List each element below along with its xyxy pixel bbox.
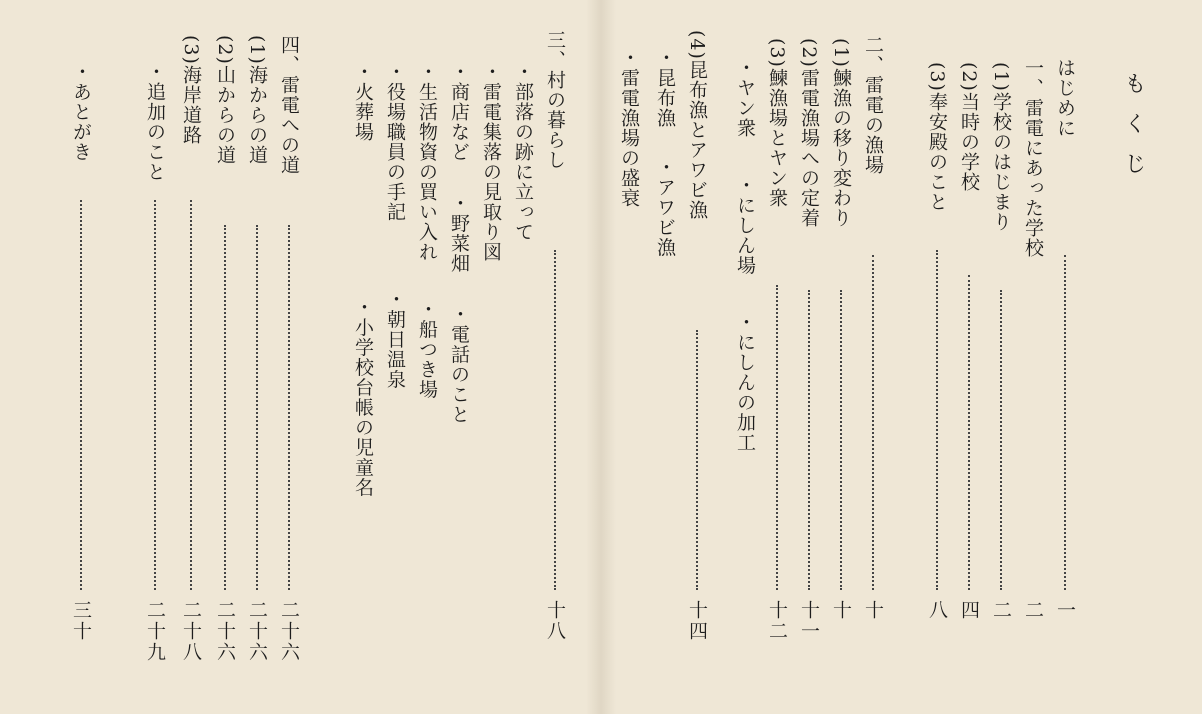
toc-entry — [650, 0, 680, 714]
toc-entry-page: 一 — [1054, 600, 1076, 621]
toc-entry-text: (2)山からの道 — [214, 35, 236, 165]
dot-leader — [224, 225, 226, 590]
toc-entry-page: 二十八 — [180, 600, 202, 663]
toc-entry — [1050, 0, 1080, 714]
toc-entry-text: ・役場職員の手記 ・朝日温泉 — [384, 62, 406, 390]
toc-entry-text: (2)当時の学校 — [958, 62, 980, 192]
toc-entry — [140, 0, 170, 714]
toc-entry-page: 二十六 — [278, 600, 300, 663]
toc-entry-page: 二十六 — [214, 600, 236, 663]
toc-entry — [794, 0, 824, 714]
toc-entry-text: (2)雷電漁場への定着 — [798, 38, 820, 228]
toc-entry-page: 二 — [1022, 600, 1044, 621]
dot-leader — [696, 330, 698, 590]
toc-entry-text: (4)昆布漁とアワビ漁 — [686, 30, 708, 220]
toc-entry — [380, 0, 410, 714]
toc-entry-text: (1)学校のはじまり — [990, 62, 1012, 232]
dot-leader — [776, 285, 778, 590]
toc-entry — [954, 0, 984, 714]
dot-leader — [936, 250, 938, 590]
dot-leader — [872, 255, 874, 590]
toc-entry-text: ・あとがき — [70, 62, 92, 162]
dot-leader — [1000, 290, 1002, 590]
toc-entry-text: 四、雷電への道 — [278, 35, 300, 175]
toc-entry-page: 二 — [990, 600, 1012, 621]
toc-entry — [540, 0, 570, 714]
toc-entry-text: 一、雷電にあった学校 — [1022, 58, 1044, 258]
toc-entry-text: ・雷電集落の見取り図 — [480, 62, 502, 262]
toc-entry-page: 十四 — [686, 600, 708, 642]
toc-entry-page: 四 — [958, 600, 980, 621]
toc-entry — [476, 0, 506, 714]
toc-entry-text: はじめに — [1054, 58, 1076, 138]
toc-entry-text: (3)海岸道路 — [180, 35, 202, 145]
toc-entry — [274, 0, 304, 714]
toc-entry-page: 二十六 — [246, 600, 268, 663]
toc-entry-text: (1)海からの道 — [246, 35, 268, 165]
dot-leader — [1064, 255, 1066, 590]
toc-entry-page: 十二 — [766, 600, 788, 642]
toc-entry-page: 八 — [926, 600, 948, 621]
toc-entry-text: 二、雷電の漁場 — [862, 35, 884, 175]
toc-entry — [176, 0, 206, 714]
dot-leader — [840, 290, 842, 590]
toc-entry-text: 三、村の暮らし — [544, 30, 566, 170]
dot-leader — [808, 290, 810, 590]
toc-entry — [682, 0, 712, 714]
toc-entry-text: ・火葬場 ・小学校台帳の児童名 — [352, 62, 374, 498]
toc-entry — [412, 0, 442, 714]
dot-leader — [554, 250, 556, 590]
toc-entry — [730, 0, 760, 714]
toc-entry — [348, 0, 378, 714]
toc-entry — [922, 0, 952, 714]
toc-entry — [762, 0, 792, 714]
toc-entry-text: ・昆布漁 ・アワビ漁 — [654, 48, 676, 258]
dot-leader — [968, 275, 970, 590]
toc-entry-text: (3)鰊漁場とヤン衆 — [766, 38, 788, 208]
toc-entry-page: 十一 — [798, 600, 820, 642]
toc-entry-page: 十 — [830, 600, 852, 621]
toc-entry-text: (1)鰊漁の移り変わり — [830, 38, 852, 228]
toc-entry-text: ・部落の跡に立って — [512, 62, 534, 242]
dot-leader — [190, 200, 192, 590]
toc-title: もくじ — [1121, 72, 1146, 192]
toc-entry — [614, 0, 644, 714]
page-fold — [586, 0, 616, 714]
toc-entry-text: (3)奉安殿のこと — [926, 62, 948, 212]
toc-entry — [986, 0, 1016, 714]
toc-entry — [826, 0, 856, 714]
toc-title-column — [1118, 0, 1148, 714]
dot-leader — [80, 200, 82, 590]
dot-leader — [256, 225, 258, 590]
toc-entry-page: 十八 — [544, 600, 566, 642]
toc-entry-page: 十 — [862, 600, 884, 621]
toc-entry — [508, 0, 538, 714]
toc-entry — [444, 0, 474, 714]
toc-entry-text: ・ヤン衆 ・にしん場 ・にしんの加工 — [734, 58, 756, 453]
toc-entry-text: ・商店など ・野菜畑 ・電話のこと — [448, 62, 470, 425]
toc-entry — [242, 0, 272, 714]
dot-leader — [288, 225, 290, 590]
toc-entry — [66, 0, 96, 714]
toc-entry-text: ・生活物資の買い入れ ・船つき場 — [416, 62, 438, 400]
toc-entry-page: 二十九 — [144, 600, 166, 663]
toc-entry — [210, 0, 240, 714]
toc-entry — [858, 0, 888, 714]
toc-entry-text: ・追加のこと — [144, 62, 166, 182]
dot-leader — [154, 200, 156, 590]
toc-entry-page: 三十 — [70, 600, 92, 642]
toc-entry — [1018, 0, 1048, 714]
toc-entry-text: ・雷電漁場の盛衰 — [618, 48, 640, 208]
